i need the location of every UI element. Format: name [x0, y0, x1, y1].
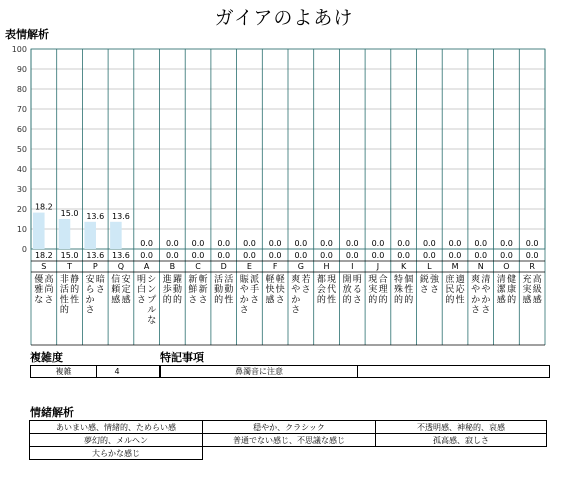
notes-extra [358, 366, 549, 377]
category-label: G [297, 262, 304, 271]
descriptor-char: 都 [316, 275, 326, 285]
notes-section-heading: 特記事項 [160, 351, 204, 364]
descriptor-char: 感 [121, 295, 131, 306]
descriptor-char: や [239, 285, 249, 296]
descriptor-char: 新 [188, 275, 198, 285]
bar-value-label: 18.2 [34, 202, 53, 212]
descriptor-char: 的 [394, 295, 404, 306]
descriptor-char: さ [352, 295, 362, 306]
value-row-label: 0.0 [422, 251, 436, 260]
value-row-label: 0.0 [294, 251, 308, 260]
emotion-grid [30, 421, 550, 460]
descriptor-char: 実 [522, 285, 532, 296]
value-row-label: 13.6 [112, 251, 130, 260]
category-label: S [41, 262, 47, 271]
descriptor-char: ら [85, 285, 95, 296]
descriptor-char: さ [239, 305, 249, 316]
descriptor-char: 軽 [265, 275, 275, 285]
bar-value-label: 0.0 [500, 239, 513, 248]
descriptor-char: 的 [316, 295, 326, 306]
descriptor-char: さ [188, 295, 198, 306]
descriptor-char: 級 [532, 285, 542, 296]
descriptor-char: 動 [172, 285, 182, 296]
value-row-label: 0.0 [500, 251, 513, 260]
descriptor-char: 若 [301, 275, 311, 285]
bar-value-label: 0.0 [320, 239, 333, 248]
descriptor-char: 動 [214, 285, 224, 296]
descriptor-char: 鋭 [419, 275, 429, 285]
emotion-cell: 普通でない感じ、不思議な感じ [202, 433, 376, 447]
descriptor-char: 開 [342, 275, 352, 285]
descriptor-char: 暗 [95, 275, 105, 285]
descriptor-char: 性 [224, 295, 234, 306]
descriptor-char: 理 [378, 285, 388, 296]
bar-value-label: 0.0 [243, 239, 256, 248]
descriptor-char: 感 [496, 295, 506, 306]
bar [33, 213, 45, 249]
descriptor-char: 静 [70, 275, 80, 285]
descriptor-char: 的 [368, 295, 378, 306]
descriptor-char: 的 [70, 285, 80, 296]
descriptor-char: 活 [224, 275, 234, 285]
descriptor-char: 民 [445, 285, 455, 296]
emotion-section-heading: 情緒解析 [30, 406, 74, 419]
descriptor-char: 進 [162, 275, 172, 285]
descriptor-char: 殊 [394, 285, 404, 296]
category-label: L [427, 262, 432, 271]
descriptor-char: 的 [342, 295, 352, 306]
category-label: B [169, 262, 176, 271]
emotion-cell: 不透明感、神秘的、哀感 [375, 420, 547, 434]
descriptor-char: 的 [507, 295, 517, 306]
descriptor-char: 放 [342, 285, 352, 296]
complexity-value: 4 [114, 367, 120, 376]
descriptor-char: な [147, 315, 157, 326]
bar-value-label: 13.6 [86, 211, 105, 221]
category-label: Q [117, 262, 125, 271]
descriptor-char: さ [250, 295, 260, 306]
value-row-label: 13.6 [86, 251, 105, 260]
descriptor-char: さ [419, 285, 429, 296]
descriptor-char: 賑 [239, 275, 249, 285]
descriptor-char: 性 [327, 295, 337, 306]
category-label: N [477, 262, 484, 271]
descriptor-char: 手 [250, 285, 260, 296]
category-label: A [143, 262, 150, 271]
descriptor-char: 的 [214, 295, 224, 306]
descriptor-char: 清 [496, 275, 506, 285]
descriptor-char: 性 [70, 295, 80, 306]
descriptor-char: 新 [198, 285, 208, 296]
bar-value-label: 13.6 [112, 211, 130, 221]
value-row-label: 0.0 [243, 251, 256, 260]
descriptor-char: 非 [59, 275, 69, 285]
descriptor-char: 爽 [471, 275, 481, 285]
y-tick-label: 0 [21, 245, 27, 254]
descriptor-char: 定 [121, 285, 131, 296]
bar-value-label: 0.0 [294, 239, 308, 248]
descriptor-char: 派 [250, 275, 260, 285]
descriptor-char: さ [44, 295, 54, 306]
y-tick-label: 10 [16, 225, 27, 234]
descriptor-char: 雅 [34, 285, 44, 296]
descriptor-char: 適 [455, 275, 465, 285]
bar-value-label: 0.0 [191, 239, 205, 248]
category-label: C [195, 262, 201, 271]
descriptor-char: 尚 [44, 285, 54, 296]
descriptor-char: 頼 [111, 285, 121, 296]
bar-value-label: 15.0 [60, 209, 79, 218]
descriptor-char: 高 [44, 275, 54, 285]
descriptor-char: な [34, 295, 44, 306]
descriptor-char: 合 [378, 275, 388, 285]
descriptor-char: 感 [265, 295, 275, 306]
descriptor-char: 歩 [162, 285, 172, 296]
expression-section-heading: 表情解析 [5, 28, 49, 41]
value-row-label: 0.0 [140, 251, 154, 260]
y-tick-label: 30 [16, 185, 27, 194]
emotion-cell: 夢幻的、メルヘン [29, 433, 203, 447]
bar-value-label: 0.0 [448, 239, 462, 248]
descriptor-char: 白 [137, 285, 147, 296]
complexity-section-heading: 複雑度 [30, 351, 63, 364]
category-label: J [376, 262, 380, 271]
descriptor-char: や [471, 285, 481, 296]
page-title: ガイアのよあけ [214, 7, 354, 29]
emotion-cell: あいまい感、情緒的、ためらい感 [29, 420, 203, 434]
emotion-cell: 穏やか、クラシック [202, 420, 376, 434]
descriptor-char: 優 [34, 275, 44, 285]
descriptor-char: 現 [368, 275, 378, 285]
descriptor-char: 健 [507, 275, 517, 285]
descriptor-char: 強 [429, 275, 439, 285]
descriptor-char: 現 [327, 275, 337, 285]
value-row-label: 0.0 [448, 251, 462, 260]
bar-value-label: 0.0 [525, 239, 539, 248]
descriptor-char: 性 [404, 285, 414, 296]
value-row-label: 0.0 [268, 251, 282, 260]
bar-value-label: 0.0 [345, 239, 359, 248]
descriptor-char: 快 [275, 285, 285, 296]
descriptor-char: か [481, 295, 491, 306]
emotion-cell: 孤高感、寂しさ [375, 433, 547, 447]
descriptor-char: 快 [265, 285, 275, 296]
descriptor-char: 躍 [172, 275, 182, 285]
emotion-row [30, 447, 550, 460]
category-label: P [92, 262, 98, 271]
value-row-label: 0.0 [371, 251, 385, 260]
emotion-cell [377, 447, 549, 460]
category-label: M [451, 262, 459, 271]
bar-value-label: 0.0 [140, 239, 154, 248]
chart-labels [12, 45, 542, 326]
category-label: F [272, 262, 278, 271]
descriptor-char: か [291, 295, 301, 306]
descriptor-char: さ [95, 285, 105, 296]
descriptor-char: さ [301, 285, 311, 296]
descriptor-char: 活 [214, 275, 224, 285]
descriptor-char: 性 [59, 295, 69, 306]
descriptor-char: さ [198, 295, 208, 306]
descriptor-char: ル [147, 305, 157, 316]
descriptor-char: さ [275, 295, 285, 306]
descriptor-char: 充 [522, 275, 532, 285]
category-label: R [529, 262, 535, 271]
descriptor-char: プ [147, 295, 157, 306]
descriptor-char: や [291, 285, 301, 296]
category-label: O [503, 262, 510, 271]
descriptor-char: 潔 [496, 285, 506, 296]
descriptor-char: 安 [121, 275, 131, 285]
descriptor-char: 動 [224, 285, 234, 296]
descriptor-char: か [85, 295, 95, 306]
descriptor-char: 安 [85, 275, 95, 285]
descriptor-char: る [352, 285, 362, 296]
expression-bar-chart [0, 38, 568, 348]
value-row-label: 18.2 [34, 251, 53, 260]
descriptor-char: 感 [522, 295, 532, 306]
y-tick-label: 100 [11, 45, 27, 54]
y-tick-label: 60 [16, 125, 27, 134]
descriptor-char: 的 [162, 295, 172, 306]
y-tick-label: 80 [16, 85, 27, 94]
value-row-label: 0.0 [525, 251, 539, 260]
bar [59, 219, 71, 249]
descriptor-char: 康 [507, 285, 517, 296]
descriptor-char: 明 [137, 275, 147, 285]
descriptor-char: 会 [316, 285, 326, 296]
descriptor-char: さ [85, 305, 95, 316]
descriptor-char: 爽 [291, 275, 301, 285]
descriptor-char: か [239, 295, 249, 306]
descriptor-char: 応 [455, 285, 465, 296]
descriptor-char: 明 [352, 275, 362, 285]
descriptor-char: 的 [172, 295, 182, 306]
descriptor-char: シ [147, 275, 157, 285]
category-label: K [401, 262, 407, 271]
y-tick-label: 50 [16, 145, 27, 154]
bar-value-label: 0.0 [422, 239, 436, 248]
descriptor-char: 感 [111, 295, 121, 306]
value-row-label: 0.0 [320, 251, 333, 260]
category-label: T [67, 262, 72, 271]
value-row-label: 0.0 [397, 251, 411, 260]
descriptor-char: 活 [59, 285, 69, 296]
bar-value-label: 0.0 [217, 239, 231, 248]
bar-value-label: 0.0 [371, 239, 385, 248]
notes-box [160, 365, 550, 378]
y-tick-label: 90 [16, 65, 27, 74]
descriptor-char: 実 [368, 285, 378, 296]
value-row-label: 0.0 [191, 251, 205, 260]
category-label: I [351, 262, 354, 271]
descriptor-char: 代 [327, 285, 337, 296]
descriptor-char: さ [137, 295, 147, 306]
y-tick-label: 20 [16, 205, 27, 214]
descriptor-char: 的 [445, 295, 455, 306]
descriptor-char: 感 [532, 295, 542, 306]
descriptor-char: 高 [532, 275, 542, 285]
descriptor-char: 信 [111, 275, 121, 285]
emotion-cell [203, 447, 377, 460]
bar-value-label: 0.0 [397, 239, 411, 248]
descriptor-char: 性 [455, 295, 465, 306]
descriptor-char: 清 [481, 275, 491, 285]
descriptor-char: か [471, 295, 481, 306]
category-label: H [323, 262, 330, 271]
descriptor-char: 軽 [275, 275, 285, 285]
descriptor-char: さ [429, 285, 439, 296]
descriptor-char: 的 [378, 295, 388, 306]
y-tick-label: 40 [16, 165, 27, 174]
bar-value-label: 0.0 [474, 239, 488, 248]
value-row-label: 15.0 [60, 251, 79, 260]
descriptor-char: 的 [404, 295, 414, 306]
bar-value-label: 0.0 [165, 239, 179, 248]
value-row-label: 0.0 [474, 251, 488, 260]
value-row-label: 0.0 [217, 251, 231, 260]
bar-value-label: 0.0 [268, 239, 282, 248]
descriptor-char: 斬 [198, 275, 208, 285]
descriptor-char: さ [471, 305, 481, 316]
bar [84, 222, 96, 249]
value-row-label: 0.0 [345, 251, 359, 260]
value-row-label: 0.0 [165, 251, 179, 260]
descriptor-char: や [481, 285, 491, 296]
descriptor-char: 的 [59, 305, 69, 316]
descriptor-char: 特 [394, 275, 404, 285]
notes-item: 鼻濁音に注意 [161, 366, 358, 377]
descriptor-char: 鮮 [188, 285, 198, 296]
descriptor-char: さ [291, 305, 301, 316]
bar [110, 222, 122, 249]
category-label: E [246, 262, 252, 271]
category-label: D [220, 262, 227, 271]
descriptor-char: さ [481, 305, 491, 316]
descriptor-char: 個 [404, 275, 414, 285]
descriptor-char: 庶 [445, 275, 455, 285]
emotion-cell: 大らかな感じ [29, 446, 203, 460]
chart-grid [31, 49, 545, 345]
y-tick-label: 70 [16, 105, 27, 114]
complexity-label: 複雑 [31, 366, 97, 377]
descriptor-char: ン [147, 285, 157, 296]
complexity-box [30, 365, 160, 378]
